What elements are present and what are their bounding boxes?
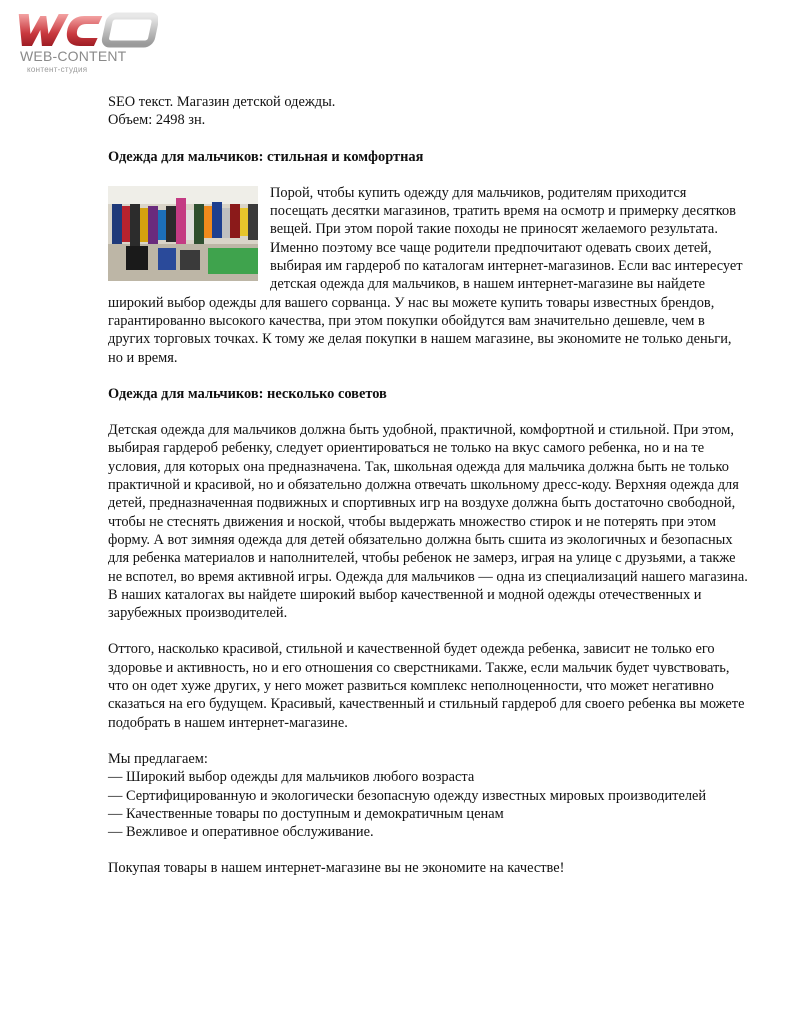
offer-item: — Вежливое и оперативное обслуживание. [108,824,374,841]
doc-header-line1: SEO текст. Магазин детской одежды. [108,94,336,110]
logo [8,8,158,78]
section2-paragraph1: Детская одежда для мальчиков должна быть удобной, практичной, комфортной и стильной. При этом, выбирая гардероб ребенку, следует ориентироваться не только на вкус самого ребенка, но и на те условия, для которых она предназначена. Так, школьная одежда для мальчика должна быть не только практичной и красивой, но и обязательно должна отвечать школьному дресс-коду. Верхняя одежда для детей, предназначенная подвижных и спортивных игр на воздухе должна быть достаточно свободной, чтобы не стеснять движения и ноской, чтобы выдержать множество стирок и не потерять при этом форму. А вот зимняя одежда для детей обязательно должна быть сшита из экологичных и безопасных для ребенка материалов и наполнителей, чтобы ребенок не замерз, играя на улице с друзьями, а также не вспотел, во время активной игры. Одежда для мальчиков — одна из специализаций нашего магазина. В наших каталогах вы найдете широкий выбор качественной и модной одежды отечественных и зарубежных производителей. [108,422,748,622]
section1-body: Порой, чтобы купить одежду для мальчиков, родителям приходится посещать десятки магазинов, тратить время на осмотр и примерку десятков вещей. При этом порой такие походы не приносят желаемого результата. Именно поэтому все чаще родители предпочитают одевать своих детей, выбирая им гардероб по каталогам интернет-магазинов. Если вас интересует детская одежда для мальчиков, в нашем интернет-магазине вы найдете широкий выбор одежды для вашего сорванца. У нас вы можете купить товары известных брендов, гарантированно высокого качества, при этом покупки обойдутся вам значительно дешевле, чем в других торговых точках. К тому же делая покупки в нашем магазине, вы экономите не только деньги, но и время. [108,184,743,366]
section1-title: Одежда для мальчиков: стильная и комфортная [108,148,424,165]
offer-item: — Широкий выбор одежды для мальчиков любого возраста [108,769,475,786]
closing-line: Покупая товары в нашем интернет-магазине вы не экономите на качестве! [108,860,565,877]
section2-title: Одежда для мальчиков: несколько советов [108,385,387,402]
logo-subtitle: контент-студия [27,65,88,74]
doc-header-line2: Объем: 2498 зн. [108,112,206,129]
logo-mark-icon [8,8,158,52]
offer-item: — Качественные товары по доступным и демократичным ценам [108,805,504,822]
clothing-store-image [108,186,258,281]
document-body [108,93,748,878]
section2-paragraph2: Оттого, насколько красивой, стильной и качественной будет одежда ребенка, зависит не только его здоровье и активность, но и его отношения со сверстниками. Также, если мальчик будет чувствовать, что он одет хуже других, у него может развиться комплекс неполноценности, что может негативно сказаться на его будущем. Красивый, качественный и стильный гардероб для своего ребенка вы можете подобрать в нашем интернет-магазине. [108,641,745,731]
offer-item: — Сертифицированную и экологически безопасную одежду известных мировых производителей [108,787,707,804]
store-photo [108,186,258,281]
offer-list [108,768,748,841]
offer-intro: Мы предлагаем: [108,750,208,767]
logo-name: WEB-CONTENT [20,48,127,64]
